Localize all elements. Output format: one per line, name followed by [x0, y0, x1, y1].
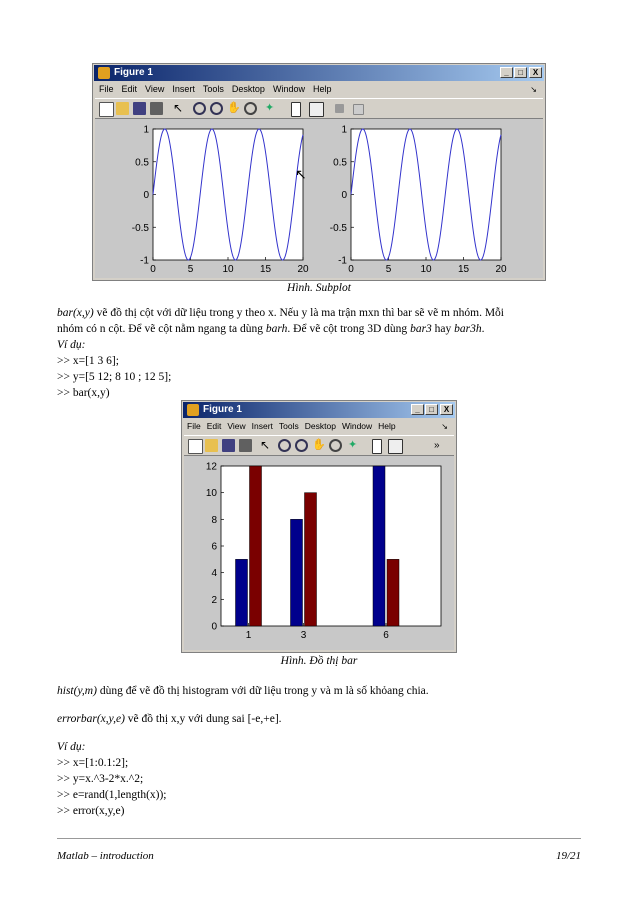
- code-line: >> y=[5 12; 8 10 ; 12 5];: [57, 371, 172, 383]
- x-tick-label: 15: [457, 264, 470, 275]
- code-line: >> x=[1 3 6];: [57, 355, 119, 367]
- fn-barh: barh: [265, 323, 288, 335]
- y-tick-label: 0.5: [333, 157, 347, 169]
- bar: [305, 493, 317, 626]
- legend-icon[interactable]: [309, 102, 324, 117]
- menu-desktop[interactable]: Desktop: [304, 421, 336, 431]
- print-icon[interactable]: [150, 102, 163, 115]
- hist-desc: dùng để vẽ đồ thị histogram với dữ liệu trong y và m là số khỏang chia.: [96, 685, 429, 697]
- window-titlebar[interactable]: [94, 65, 544, 81]
- bar-chart: [184, 456, 456, 650]
- bar: [236, 559, 248, 626]
- y-tick-label: 0: [143, 190, 149, 201]
- figure-toolbar: [184, 435, 454, 456]
- maximize-button[interactable]: □: [425, 404, 438, 415]
- bar: [387, 559, 399, 626]
- x-tick-label: 15: [259, 264, 272, 275]
- menu-window[interactable]: Window: [272, 84, 305, 94]
- colorbar-icon[interactable]: [291, 102, 301, 117]
- x-tick-label: 10: [222, 264, 234, 275]
- rotate-3d-icon[interactable]: [244, 102, 257, 115]
- minimize-button[interactable]: _: [411, 404, 424, 415]
- footer-rule: [57, 838, 581, 839]
- x-tick-label: 0: [348, 264, 354, 275]
- x-tick-label: 1: [245, 630, 252, 641]
- colorbar-icon[interactable]: [372, 439, 382, 454]
- y-tick-label: -0.5: [131, 222, 149, 234]
- bar: [291, 519, 303, 626]
- y-tick-label: 0.5: [135, 157, 149, 169]
- y-tick-label: -0.5: [329, 222, 347, 234]
- fn-hist: hist(y,m): [57, 685, 97, 697]
- toolbar-overflow-icon[interactable]: »: [434, 440, 440, 451]
- menu-tools[interactable]: Tools: [278, 421, 299, 431]
- window-title: Figure 1: [114, 67, 153, 78]
- bar: [250, 466, 262, 626]
- zoom-out-icon[interactable]: [295, 439, 308, 452]
- fn-bar: bar(x,y): [57, 307, 94, 319]
- x-tick-label: 5: [385, 264, 392, 275]
- bar-desc-2d: .: [481, 323, 485, 335]
- paragraph-hist: [57, 684, 429, 699]
- mouse-cursor-icon: ↖: [295, 166, 307, 182]
- maximize-button[interactable]: □: [514, 67, 527, 78]
- figure-canvas: [95, 119, 543, 278]
- x-tick-label: 6: [383, 630, 389, 641]
- paragraph-errorbar: [57, 712, 282, 727]
- zoom-in-icon[interactable]: [278, 439, 291, 452]
- new-figure-icon[interactable]: [99, 102, 114, 117]
- x-tick-label: 0: [150, 264, 156, 275]
- y-tick-label: 4: [211, 568, 217, 580]
- axes-box: [153, 129, 303, 260]
- matlab-figure-icon: [98, 67, 110, 79]
- menu-file[interactable]: File: [99, 84, 114, 94]
- figure-caption-bar: Hình. Đồ thị bar: [280, 655, 358, 667]
- pan-hand-icon[interactable]: ✋: [312, 439, 326, 451]
- save-icon[interactable]: [133, 102, 146, 115]
- x-tick-label: 5: [187, 264, 194, 275]
- open-file-icon[interactable]: [205, 439, 218, 452]
- window-title: Figure 1: [203, 404, 242, 415]
- menu-edit[interactable]: Edit: [206, 421, 222, 431]
- y-tick-label: 1: [143, 124, 149, 136]
- window-titlebar[interactable]: [183, 402, 455, 418]
- zoom-in-icon[interactable]: [193, 102, 206, 115]
- x-tick-label: 20: [297, 264, 309, 275]
- y-tick-label: 8: [211, 514, 217, 526]
- paragraph-bar-line1: [57, 306, 504, 321]
- zoom-out-icon[interactable]: [210, 102, 223, 115]
- new-figure-icon[interactable]: [188, 439, 203, 454]
- axes-box: [351, 129, 501, 260]
- bar-desc-2b: . Để vẽ cột trong 3D dùng: [287, 323, 411, 335]
- code-line: >> e=rand(1,length(x));: [57, 789, 167, 801]
- code-line: >> y=x.^3-2*x.^2;: [57, 773, 144, 785]
- example-label-1: Ví dụ:: [57, 339, 86, 351]
- menu-help[interactable]: Help: [378, 421, 396, 431]
- rotate-3d-icon[interactable]: [329, 439, 342, 452]
- pan-hand-icon[interactable]: ✋: [227, 102, 241, 114]
- print-icon[interactable]: [239, 439, 252, 452]
- figure-window-subplot: [92, 63, 546, 281]
- figure-caption-subplot: Hình. Subplot: [287, 282, 351, 294]
- footer-left: Matlab – introduction: [57, 850, 154, 862]
- menu-insert[interactable]: Insert: [251, 421, 273, 431]
- open-file-icon[interactable]: [116, 102, 129, 115]
- x-tick-label: 3: [300, 630, 307, 641]
- subplot-axes-left: [132, 125, 309, 276]
- menu-insert[interactable]: Insert: [172, 84, 195, 94]
- close-button[interactable]: X: [440, 404, 453, 415]
- menu-file[interactable]: File: [187, 421, 201, 431]
- menu-help[interactable]: Help: [312, 84, 332, 94]
- bar-desc-1: vẽ đồ thị cột với dữ liệu trong y theo x. Nếu y là ma trận mxn thì bar sẽ vẽ m nhóm. Mỗi: [93, 307, 504, 319]
- fn-bar3: bar3: [410, 323, 432, 335]
- x-tick-label: 10: [420, 264, 432, 275]
- fn-bar3h: bar3h: [454, 323, 482, 335]
- y-tick-label: 2: [211, 594, 217, 606]
- y-tick-label: 0: [211, 621, 217, 633]
- menu-view[interactable]: View: [227, 421, 246, 431]
- show-plot-tools-icon[interactable]: [353, 104, 364, 115]
- figure-canvas: [184, 456, 454, 650]
- bar-desc-2a: nhóm có n cột. Để vẽ cột nằm ngang ta dùng: [57, 323, 266, 335]
- y-tick-label: 12: [205, 461, 217, 473]
- figure-window-bar: [181, 400, 457, 653]
- matlab-figure-icon: [187, 404, 199, 416]
- subplot-left: [95, 119, 545, 279]
- menu-window[interactable]: Window: [341, 421, 373, 431]
- y-tick-label: 10: [205, 488, 217, 500]
- bar: [373, 466, 385, 626]
- data-cursor-icon[interactable]: ✦: [265, 102, 275, 114]
- hide-plot-tools-icon[interactable]: [335, 104, 344, 113]
- page-number: 19/21: [555, 850, 581, 862]
- menu-bar: [95, 82, 543, 97]
- close-button[interactable]: X: [529, 67, 542, 78]
- menu-dock-arrow-icon[interactable]: ↘: [441, 422, 448, 431]
- code-line: >> bar(x,y): [57, 387, 110, 399]
- paragraph-bar-line2: [57, 322, 485, 337]
- menu-desktop[interactable]: Desktop: [231, 84, 265, 94]
- y-tick-label: 1: [341, 124, 347, 136]
- minimize-button[interactable]: _: [500, 67, 513, 78]
- save-icon[interactable]: [222, 439, 235, 452]
- menu-dock-arrow-icon[interactable]: ↘: [530, 85, 537, 94]
- errorbar-desc: vẽ đồ thị x,y với dung sai [-e,+e].: [124, 713, 282, 725]
- code-line: >> error(x,y,e): [57, 805, 125, 817]
- bar-desc-2c: hay: [431, 323, 455, 335]
- menu-view[interactable]: View: [145, 84, 165, 94]
- fn-errorbar: errorbar(x,y,e): [57, 713, 125, 725]
- edit-plot-arrow-icon[interactable]: ↖: [173, 101, 184, 115]
- y-tick-label: 6: [211, 541, 217, 553]
- menu-bar: [184, 419, 454, 434]
- figure-toolbar: [95, 98, 543, 119]
- menu-tools[interactable]: Tools: [202, 84, 224, 94]
- subplot-axes-right: [330, 125, 507, 276]
- example-label-2: Ví dụ:: [57, 741, 86, 753]
- edit-plot-arrow-icon[interactable]: ↖: [260, 438, 271, 452]
- x-tick-label: 20: [495, 264, 507, 275]
- menu-edit[interactable]: Edit: [121, 84, 138, 94]
- y-tick-label: -1: [338, 255, 347, 267]
- y-tick-label: -1: [140, 255, 149, 267]
- code-line: >> x=[1:0.1:2];: [57, 757, 129, 769]
- y-tick-label: 0: [341, 190, 347, 201]
- legend-icon[interactable]: [388, 439, 403, 454]
- data-cursor-icon[interactable]: ✦: [348, 439, 358, 451]
